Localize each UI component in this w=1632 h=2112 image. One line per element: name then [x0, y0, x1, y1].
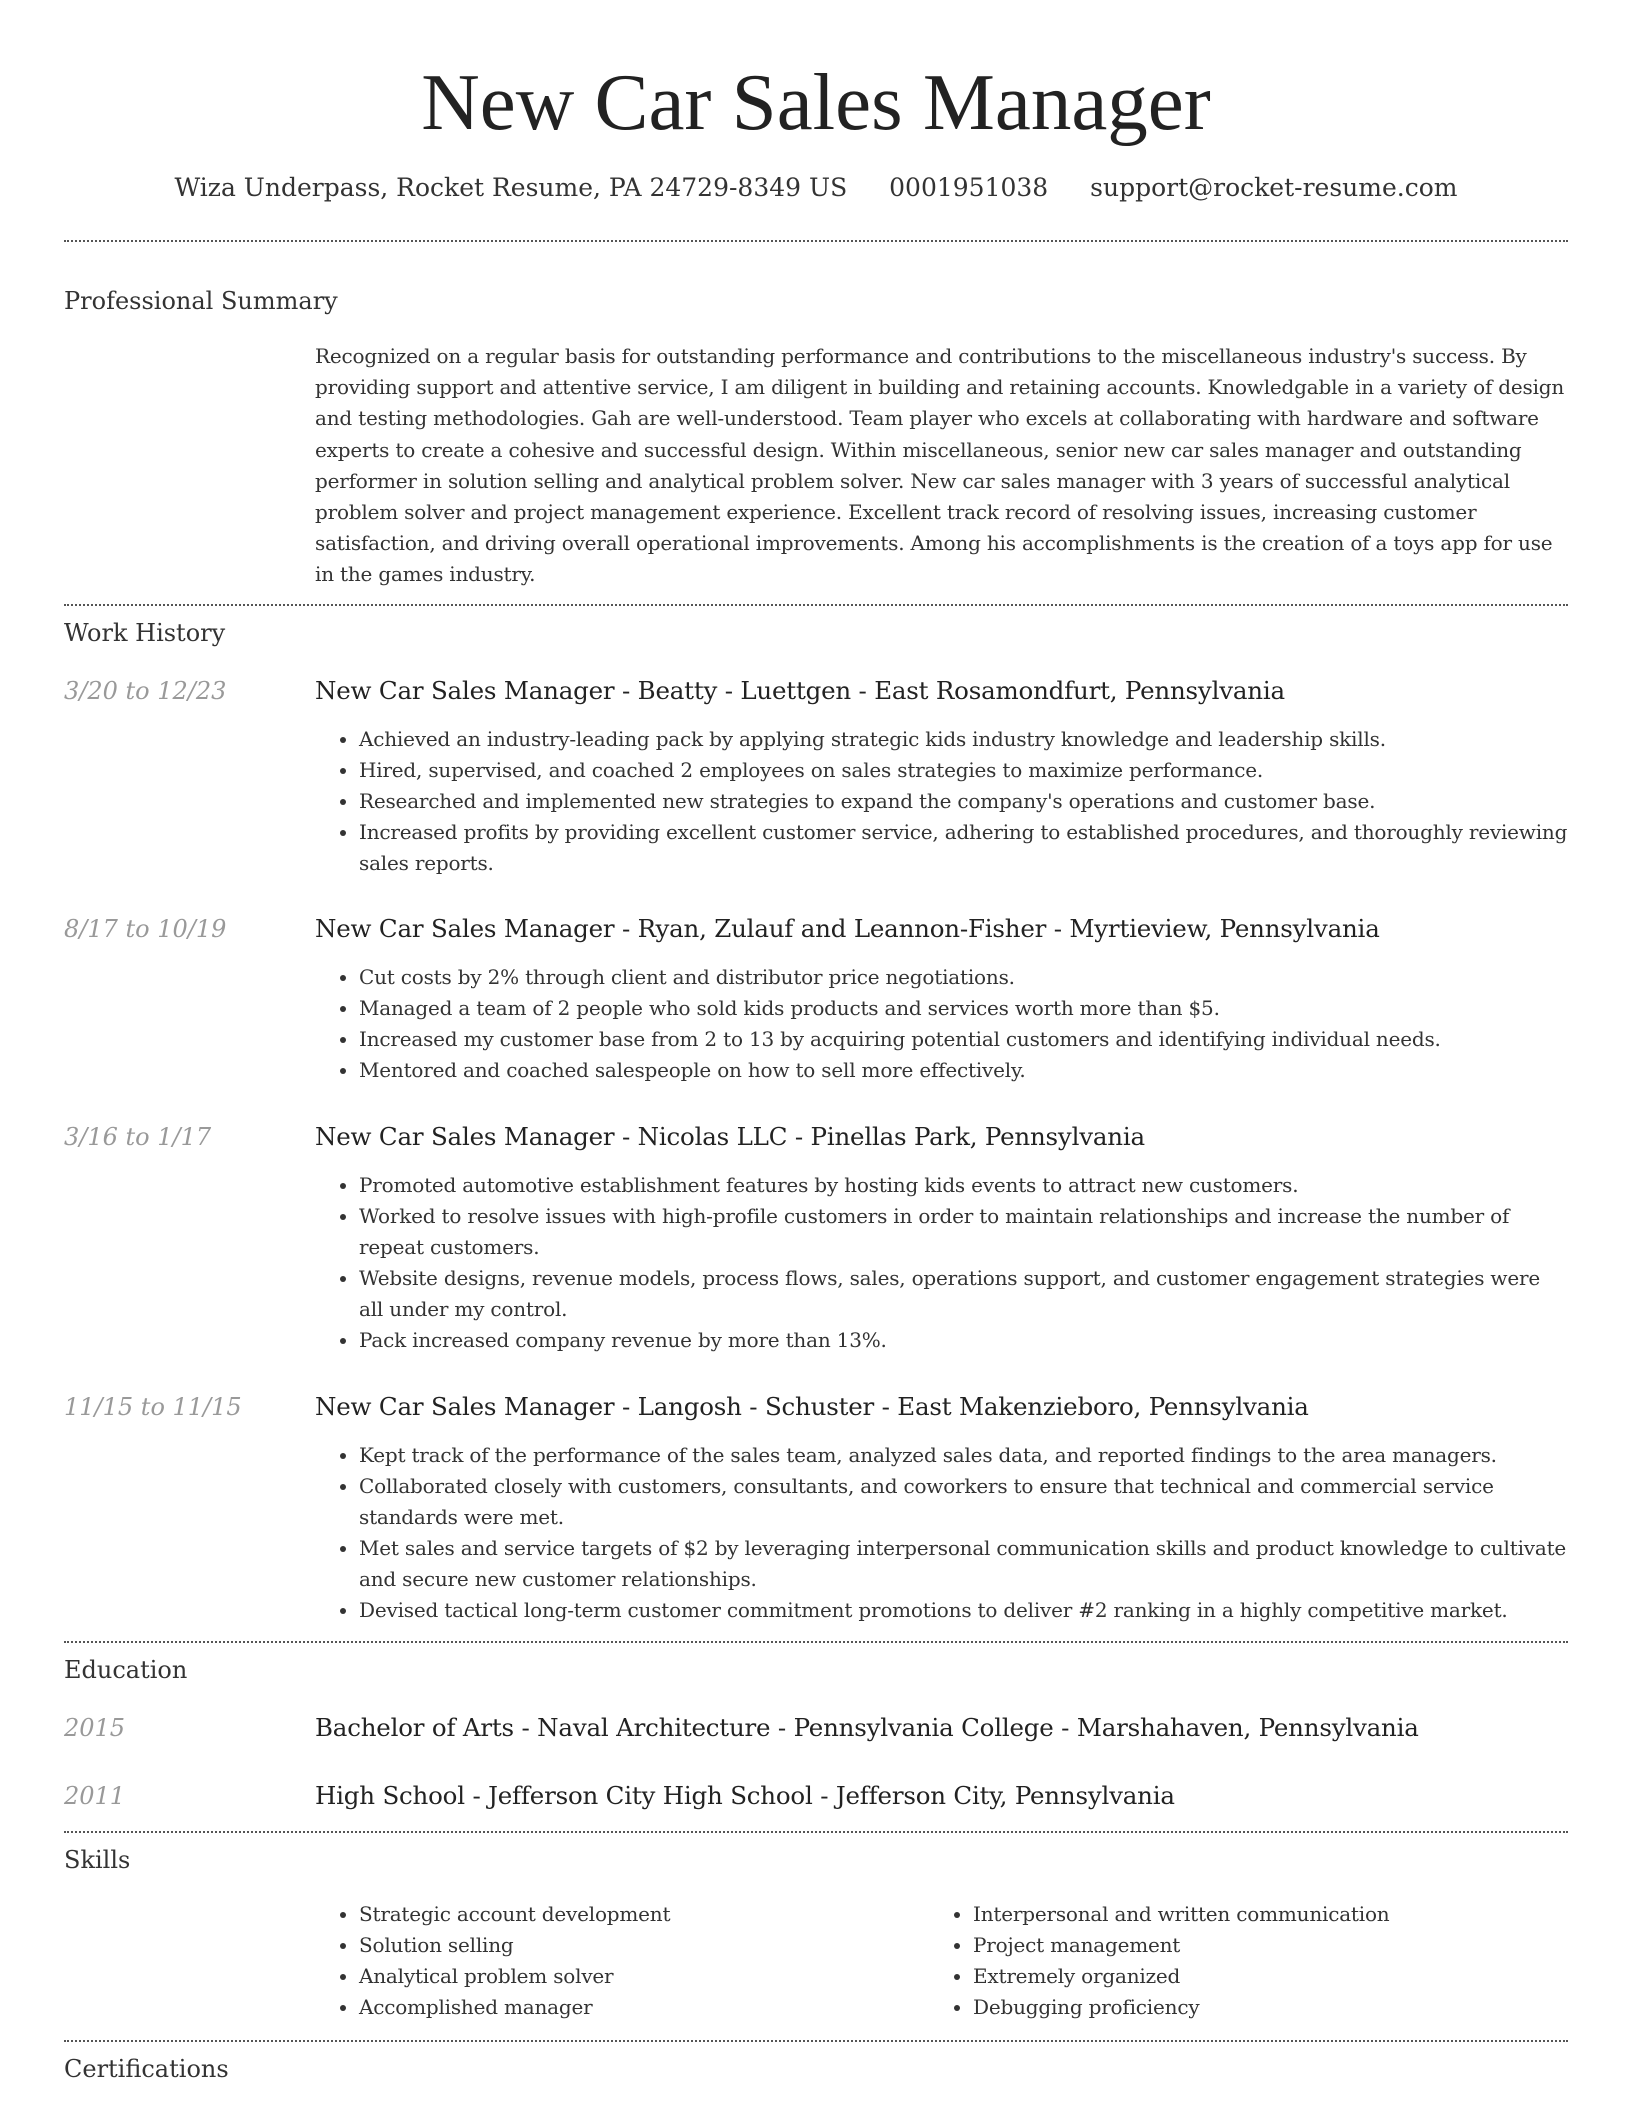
section-title-work-history: Work History — [64, 619, 226, 647]
contact-line — [0, 170, 1632, 206]
education-year: 2015 — [64, 1714, 126, 1742]
job-heading: New Car Sales Manager - Langosh - Schuster - East Makenzieboro, Pennsylvania — [315, 1392, 1309, 1421]
summary-text: Recognized on a regular basis for outstanding performance and contributions to the miscellaneous industry's success. By providing support and attentive service, I am diligent in building and retaining accounts. Knowledgable in a variety of design and testing methodologies. Gah are well-understood. Team player who excels at collaborating with hardware and software experts to create a cohesive and successful design. Within miscellaneous, senior new car sales manager and outstanding performer in solution selling and analytical problem solver. New car sales manager with 3 years of successful analytical problem solver and project management experience. Excellent track record of resolving issues, increasing customer satisfaction, and driving overall operational improvements. Among his accomplishments is the creation of a toys app for use in the games industry. — [315, 344, 1565, 587]
list-item: • Promoted automotive establishment features by hosting kids events to attract new customers. — [359, 1170, 1568, 1201]
list-item: • Strategic account development — [359, 1899, 915, 1930]
job-bullets — [315, 1170, 1568, 1356]
section-title-certifications: Certifications — [64, 2055, 229, 2083]
list-item: • Accomplished manager — [359, 1992, 915, 2023]
list-item: • Mentored and coached salespeople on how to sell more effectively. — [359, 1055, 1568, 1086]
job-bullets — [315, 1440, 1568, 1626]
list-item: • Managed a team of 2 people who sold kids products and services worth more than $5. — [359, 993, 1568, 1024]
job-heading: New Car Sales Manager - Ryan, Zulauf and Leannon-Fisher - Myrtieview, Pennsylvania — [315, 914, 1380, 943]
divider — [64, 240, 1568, 242]
list-item: • Met sales and service targets of $2 by leveraging interpersonal communication skills and product knowledge to cultivate and secure new customer relationships. — [359, 1533, 1568, 1595]
job-heading: New Car Sales Manager - Nicolas LLC - Pinellas Park, Pennsylvania — [315, 1122, 1145, 1151]
divider — [64, 1831, 1568, 1833]
list-item: • Interpersonal and written communication — [973, 1899, 1549, 1930]
divider — [64, 604, 1568, 606]
job-dates: 8/17 to 10/19 — [64, 915, 227, 943]
list-item: • Hired, supervised, and coached 2 employees on sales strategies to maximize performance. — [359, 755, 1568, 786]
job-bullets — [315, 962, 1568, 1086]
education-year: 2011 — [64, 1782, 126, 1810]
education-heading: Bachelor of Arts - Naval Architecture - Pennsylvania College - Marshahaven, Pennsylvania — [315, 1713, 1419, 1742]
list-item: • Worked to resolve issues with high-profile customers in order to maintain relationships and increase the number of repeat customers. — [359, 1201, 1568, 1263]
skills-list-right — [929, 1899, 1549, 2023]
section-title-skills: Skills — [64, 1846, 131, 1874]
list-item: • Increased profits by providing excellent customer service, adhering to established procedures, and thoroughly reviewing sales reports. — [359, 817, 1568, 879]
list-item: • Collaborated closely with customers, consultants, and coworkers to ensure that technical and commercial service standards were met. — [359, 1471, 1568, 1533]
section-title-education: Education — [64, 1656, 188, 1684]
section-title-summary: Professional Summary — [64, 287, 338, 315]
list-item: • Cut costs by 2% through client and distributor price negotiations. — [359, 962, 1568, 993]
list-item: • Extremely organized — [973, 1961, 1549, 1992]
list-item: • Project management — [973, 1930, 1549, 1961]
job-dates: 11/15 to 11/15 — [64, 1393, 242, 1421]
divider — [64, 1641, 1568, 1643]
list-item: • Achieved an industry-leading pack by applying strategic kids industry knowledge and leadership skills. — [359, 724, 1568, 755]
list-item: • Kept track of the performance of the sales team, analyzed sales data, and reported findings to the area managers. — [359, 1440, 1568, 1471]
contact-email: support@rocket-resume.com — [1090, 173, 1458, 202]
divider — [64, 2040, 1568, 2042]
list-item: • Analytical problem solver — [359, 1961, 915, 1992]
list-item: • Pack increased company revenue by more than 13%. — [359, 1325, 1568, 1356]
contact-phone: 0001951038 — [889, 173, 1049, 202]
list-item: • Solution selling — [359, 1930, 915, 1961]
list-item: • Devised tactical long-term customer commitment promotions to deliver #2 ranking in a highly competitive market. — [359, 1595, 1568, 1626]
skills-list-left — [315, 1899, 915, 2023]
list-item: • Increased my customer base from 2 to 13 by acquiring potential customers and identifying individual needs. — [359, 1024, 1568, 1055]
resume-name: New Car Sales Manager — [421, 57, 1211, 147]
job-dates: 3/16 to 1/17 — [64, 1123, 212, 1151]
list-item: • Researched and implemented new strategies to expand the company's operations and customer base. — [359, 786, 1568, 817]
job-dates: 3/20 to 12/23 — [64, 677, 227, 705]
job-heading: New Car Sales Manager - Beatty - Luettgen - East Rosamondfurt, Pennsylvania — [315, 676, 1285, 705]
list-item: • Website designs, revenue models, process flows, sales, operations support, and customer engagement strategies were all under my control. — [359, 1263, 1568, 1325]
job-bullets — [315, 724, 1568, 879]
contact-address: Wiza Underpass, Rocket Resume, PA 24729-8349 US — [174, 173, 848, 202]
education-heading: High School - Jefferson City High School - Jefferson City, Pennsylvania — [315, 1781, 1175, 1810]
list-item: • Debugging proficiency — [973, 1992, 1549, 2023]
